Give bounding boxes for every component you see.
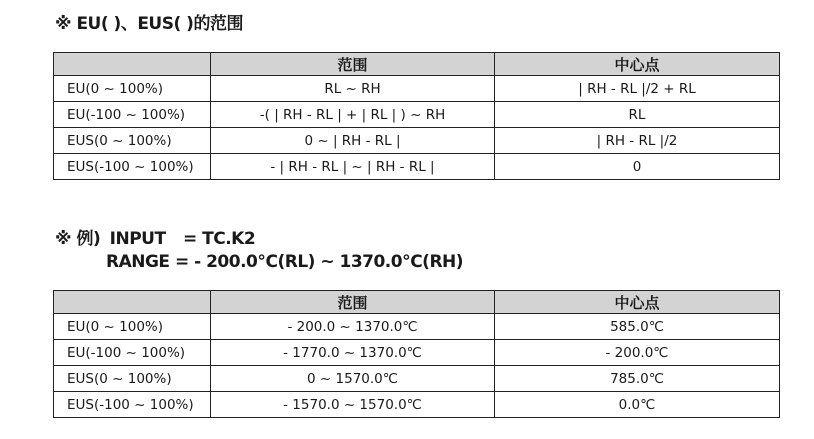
- table-row: [54, 128, 780, 154]
- example-prefix: ※ 例): [55, 229, 101, 249]
- section-heading: ※ EU( )、EUS( )的范围: [55, 14, 243, 34]
- range-cell: - 1770.0 ~ 1370.0℃: [211, 340, 495, 366]
- table-row: [54, 102, 780, 128]
- center-cell: 585.0℃: [495, 314, 780, 340]
- table-row: [54, 366, 780, 392]
- row-label: EU(0 ~ 100%): [54, 76, 211, 102]
- range-cell: -( | RH - RL | + | RL | ) ~ RH: [211, 102, 495, 128]
- table-row: [54, 76, 780, 102]
- example-input-line: [55, 224, 255, 249]
- row-label: EU(-100 ~ 100%): [54, 340, 211, 366]
- range-cell: RL ~ RH: [211, 76, 495, 102]
- header-range: 范围: [211, 291, 495, 314]
- table-header-row: [54, 53, 780, 76]
- row-label: EUS(0 ~ 100%): [54, 366, 211, 392]
- row-label: EU(-100 ~ 100%): [54, 102, 211, 128]
- center-cell: | RH - RL |/2: [495, 128, 780, 154]
- header-blank: [54, 291, 211, 314]
- center-cell: 0: [495, 154, 780, 180]
- header-blank: [54, 53, 211, 76]
- example-range-table: [53, 290, 780, 418]
- range-cell: - 1570.0 ~ 1570.0℃: [211, 392, 495, 418]
- row-label: EUS(-100 ~ 100%): [54, 154, 211, 180]
- input-key: INPUT: [109, 229, 166, 249]
- range-cell: - | RH - RL | ~ | RH - RL |: [211, 154, 495, 180]
- center-cell: - 200.0℃: [495, 340, 780, 366]
- example-range-line: RANGE = - 200.0℃(RL) ~ 1370.0℃(RH): [106, 252, 464, 272]
- range-cell: - 200.0 ~ 1370.0℃: [211, 314, 495, 340]
- table-row: [54, 392, 780, 418]
- table-row: [54, 154, 780, 180]
- center-cell: | RH - RL |/2 + RL: [495, 76, 780, 102]
- center-cell: 785.0℃: [495, 366, 780, 392]
- header-center: 中心点: [495, 53, 780, 76]
- header-range: 范围: [211, 53, 495, 76]
- input-value: = TC.K2: [182, 229, 256, 249]
- range-table: [53, 52, 780, 180]
- table-row: [54, 314, 780, 340]
- row-label: EUS(-100 ~ 100%): [54, 392, 211, 418]
- row-label: EUS(0 ~ 100%): [54, 128, 211, 154]
- table-header-row: [54, 291, 780, 314]
- center-cell: 0.0℃: [495, 392, 780, 418]
- center-cell: RL: [495, 102, 780, 128]
- row-label: EU(0 ~ 100%): [54, 314, 211, 340]
- table-row: [54, 340, 780, 366]
- range-cell: 0 ~ 1570.0℃: [211, 366, 495, 392]
- header-center: 中心点: [495, 291, 780, 314]
- range-cell: 0 ~ | RH - RL |: [211, 128, 495, 154]
